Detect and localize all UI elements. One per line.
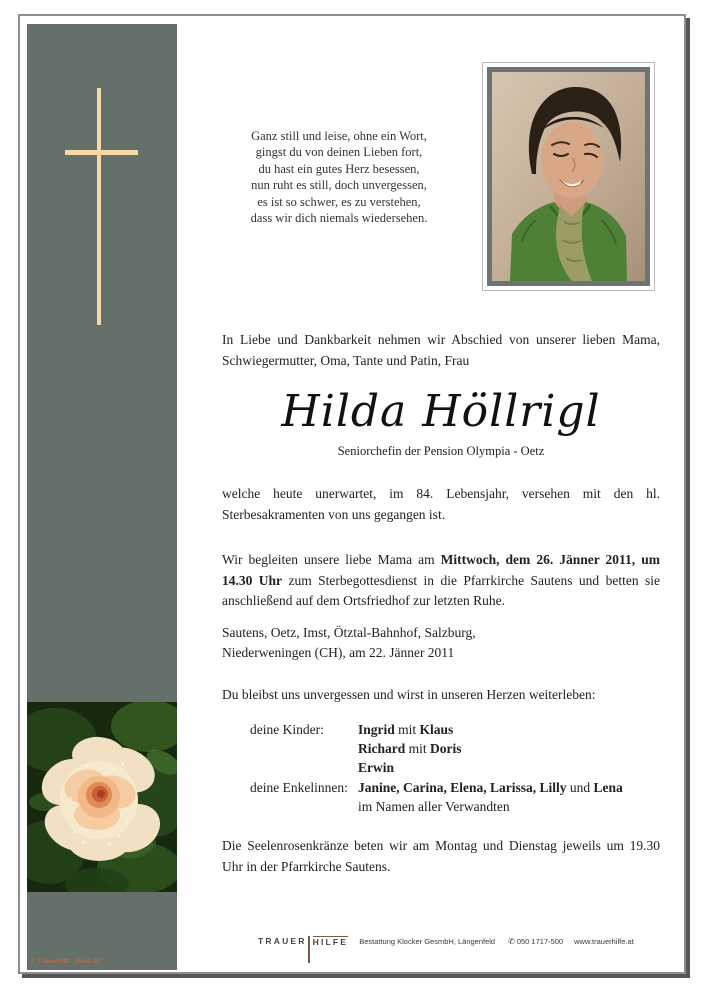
family-connector: und <box>566 779 594 795</box>
rosary-paragraph: Die Seelenrosenkränze beten wir am Montag und Dienstag jeweils um 19.30 Uhr in der Pfarrkirche Sautens. <box>222 838 660 874</box>
rose-photo-credit: © Trauerhilfe „Rose 10“ <box>31 958 104 965</box>
family-value <box>358 739 462 758</box>
funeral-text-post: zum Sterbegottesdienst in die Pfarrkirche Sautens und betten sie anschließend auf dem Ortsfriedhof zur letzten Ruhe. <box>222 572 660 608</box>
portrait-frame <box>487 67 650 286</box>
footer-phone <box>508 936 563 946</box>
family-name: Klaus <box>419 722 454 737</box>
memorial-poem <box>178 128 500 226</box>
deceased-subtitle: Seniorchefin der Pension Olympia - Oetz <box>337 444 545 458</box>
family-list <box>250 720 660 816</box>
poem-line: du hast ein gutes Herz besessen, <box>258 161 420 176</box>
funeral-text-pre: Wir begleiten unsere liebe Mama am <box>222 552 441 567</box>
family-row <box>250 758 660 777</box>
places-line: Sautens, Oetz, Imst, Ötztal-Bahnhof, Salzburg, <box>222 625 476 640</box>
intro-paragraph: In Liebe und Dankbarkeit nehmen wir Abschied von unserer lieben Mama, Schwiegermutter, Oma, Tante und Patin, Frau <box>222 332 660 368</box>
rose-photo <box>27 702 177 892</box>
family-closing: im Namen aller Verwandten <box>358 798 510 814</box>
sidebar-panel <box>27 24 177 970</box>
family-name: Lena <box>593 779 623 795</box>
family-label: deine Enkelinnen: <box>250 779 348 795</box>
family-name: Doris <box>430 741 462 757</box>
footer-phone-number: 050 1717-500 <box>516 937 564 946</box>
footer <box>258 936 678 963</box>
family-row <box>250 739 660 758</box>
family-label <box>250 758 358 777</box>
family-value <box>358 720 453 739</box>
poem-line: gingst du von deinen Lieben fort, <box>255 145 423 160</box>
family-label <box>250 797 358 816</box>
phone-icon: ✆ <box>508 937 515 946</box>
poem-line: Ganz still und leise, ohne ein Wort, <box>251 129 427 143</box>
memorial-card <box>18 14 686 974</box>
family-value <box>358 778 623 797</box>
logo-text-trauer: TRAUER <box>258 936 307 946</box>
cross-icon <box>97 88 101 325</box>
family-label <box>250 739 358 758</box>
family-connector: mit <box>405 741 431 757</box>
logo-divider-line <box>308 936 310 963</box>
family-label: deine Kinder: <box>250 722 324 737</box>
remembrance-line: Du bleibst uns unvergessen und wirst in unseren Herzen weiterleben: <box>222 687 596 702</box>
funeral-date-time: Mittwoch, dem 26. Jänner 2011, um 14.30 Uhr <box>222 552 660 588</box>
family-row <box>250 778 660 797</box>
footer-website: www.trauerhilfe.at <box>574 937 634 946</box>
deceased-name: Hilda Höllrigl <box>281 386 601 437</box>
family-value <box>358 758 394 777</box>
poem-line: es ist so schwer, es zu verstehen, <box>257 194 421 209</box>
places-block <box>222 623 660 662</box>
funeral-paragraph <box>222 550 660 612</box>
cross-icon-bar <box>65 150 138 155</box>
logo-text-hilfe: HILFE <box>312 937 349 947</box>
family-name: Ingrid <box>358 722 395 737</box>
footer-company: Bestattung Klocker GesmbH, Längenfeld <box>359 937 496 946</box>
family-name: Richard <box>358 741 406 757</box>
family-name: Erwin <box>358 760 395 776</box>
family-connector: mit <box>394 722 420 737</box>
poem-line: nun ruht es still, doch unvergessen, <box>251 178 427 193</box>
family-row <box>250 797 660 816</box>
poem-line: dass wir dich niemals wiedersehen. <box>250 211 428 226</box>
family-row <box>250 720 660 739</box>
passing-paragraph: welche heute unerwartet, im 84. Lebensjahr, versehen mit den hl. Sterbesakramenten von uns gegangen ist. <box>222 486 660 522</box>
family-name: Janine, Carina, Elena, Larissa, Lilly <box>358 779 567 795</box>
places-line: Niederweningen (CH), am 22. Jänner 2011 <box>222 644 455 660</box>
trauerhilfe-logo <box>258 936 348 963</box>
portrait-photo <box>482 62 655 291</box>
